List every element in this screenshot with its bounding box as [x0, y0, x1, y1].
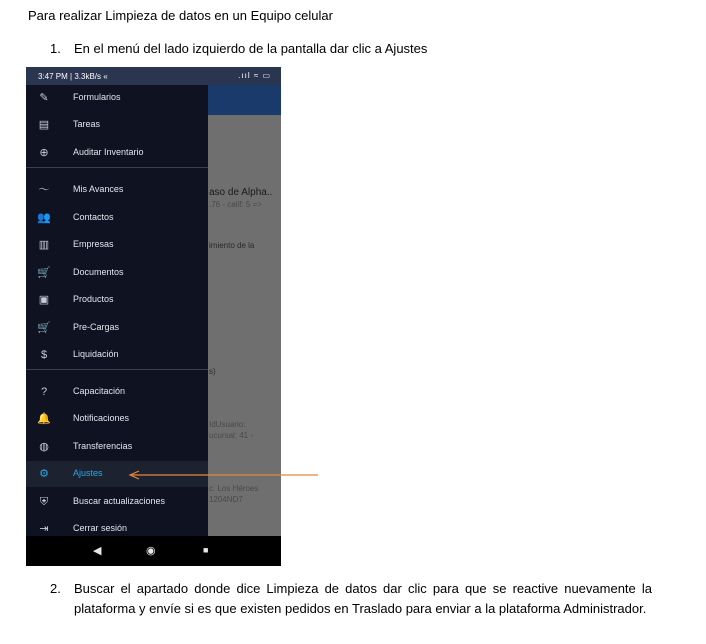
menu-item-label: Pre-Cargas	[73, 322, 120, 332]
menu-item-productos[interactable]	[26, 287, 208, 313]
step-text: Buscar el apartado donde dice Limpieza de datos dar clic para que se reactive nuevamente la plataforma y envíe si es que existen pedidos en Traslado para enviar a la plataforma Administrador.	[74, 581, 652, 616]
menu-item-label: Contactos	[73, 212, 114, 222]
menu-item-label: Notificaciones	[73, 413, 130, 423]
menu-item-label: Formularios	[73, 92, 121, 102]
step-number: 1.	[50, 41, 61, 56]
intro-text: Para realizar Limpieza de datos en un Equipo celular	[28, 8, 333, 23]
divider	[26, 167, 208, 168]
menu-item-label: Auditar Inventario	[73, 147, 144, 157]
phone-screenshot	[26, 67, 281, 566]
menu-item-label: Ajustes	[73, 468, 103, 478]
product-card-icon: ▣	[38, 294, 50, 306]
menu-item-empresas[interactable]	[26, 232, 208, 258]
dollar-circle-icon: $	[40, 349, 48, 361]
background-text: ucursal: 41 -	[209, 431, 254, 440]
divider	[26, 369, 208, 370]
recents-icon[interactable]: ■	[203, 545, 209, 555]
menu-item-label: Buscar actualizaciones	[73, 496, 166, 506]
background-header	[208, 85, 281, 115]
background-screen	[208, 85, 281, 536]
menu-item-formularios[interactable]	[26, 85, 208, 111]
audit-search-icon: ⊕	[39, 147, 49, 159]
menu-item-label: Productos	[73, 294, 114, 304]
help-circle-icon: ?	[40, 386, 48, 398]
shield-check-icon: ⛨	[39, 496, 49, 508]
clipboard-icon: ▤	[38, 119, 50, 131]
menu-item-pre-cargas[interactable]	[26, 315, 208, 341]
step-text: En el menú del lado izquierdo de la pantalla dar clic a Ajustes	[74, 41, 428, 56]
menu-item-label: Mis Avances	[73, 184, 124, 194]
background-text: imiento de la	[209, 241, 255, 250]
step-2	[50, 579, 652, 619]
navigation-drawer	[26, 85, 208, 536]
menu-item-mis-avances[interactable]	[26, 177, 208, 203]
menu-item-documentos[interactable]	[26, 260, 208, 286]
menu-item-auditar-inventario[interactable]	[26, 140, 208, 166]
status-icons: .ııl ≈ ▭	[238, 71, 271, 80]
menu-item-label: Transferencias	[73, 441, 133, 451]
cart-icon: 🛒	[37, 322, 51, 334]
menu-item-label: Cerrar sesión	[73, 523, 128, 533]
people-icon: 👥	[37, 212, 51, 224]
background-text: aso de Alpha..	[209, 187, 273, 198]
menu-item-label: Liquidación	[73, 349, 119, 359]
background-text: IdUsuario:	[209, 420, 246, 429]
android-nav-bar	[26, 536, 281, 566]
background-text: .76 - calif: 5 =>	[209, 200, 262, 209]
trend-line-icon: 〜	[38, 184, 50, 196]
menu-item-ajustes[interactable]	[26, 461, 208, 487]
pencil-icon: ✎	[39, 92, 49, 104]
cart-icon: 🛒	[37, 267, 51, 279]
home-icon[interactable]: ◉	[146, 545, 156, 557]
gear-icon: ⚙	[39, 468, 49, 480]
menu-item-liquidacion[interactable]	[26, 342, 208, 368]
menu-item-capacitacion[interactable]	[26, 379, 208, 405]
menu-item-label: Empresas	[73, 239, 114, 249]
menu-item-transferencias[interactable]	[26, 434, 208, 460]
menu-item-label: Capacitación	[73, 386, 126, 396]
step-number: 2.	[50, 581, 61, 596]
building-icon: ▥	[38, 239, 50, 251]
back-icon[interactable]: ◀	[93, 545, 102, 557]
background-text: c. Los Héroes	[209, 484, 259, 493]
globe-icon: ◍	[39, 441, 49, 453]
status-time: 3:47 PM | 3.3kB/s «	[38, 72, 108, 81]
menu-item-label: Documentos	[73, 267, 124, 277]
menu-item-tareas[interactable]	[26, 112, 208, 138]
menu-item-buscar-actualizaciones[interactable]	[26, 489, 208, 515]
menu-item-notificaciones[interactable]	[26, 406, 208, 432]
background-text: 1204ND7	[209, 495, 243, 504]
background-text: s)	[209, 367, 216, 376]
status-bar	[26, 67, 281, 85]
logout-icon: ⇥	[39, 523, 49, 535]
bell-icon: 🔔	[37, 413, 51, 425]
menu-item-label: Tareas	[73, 119, 101, 129]
menu-item-contactos[interactable]	[26, 205, 208, 231]
